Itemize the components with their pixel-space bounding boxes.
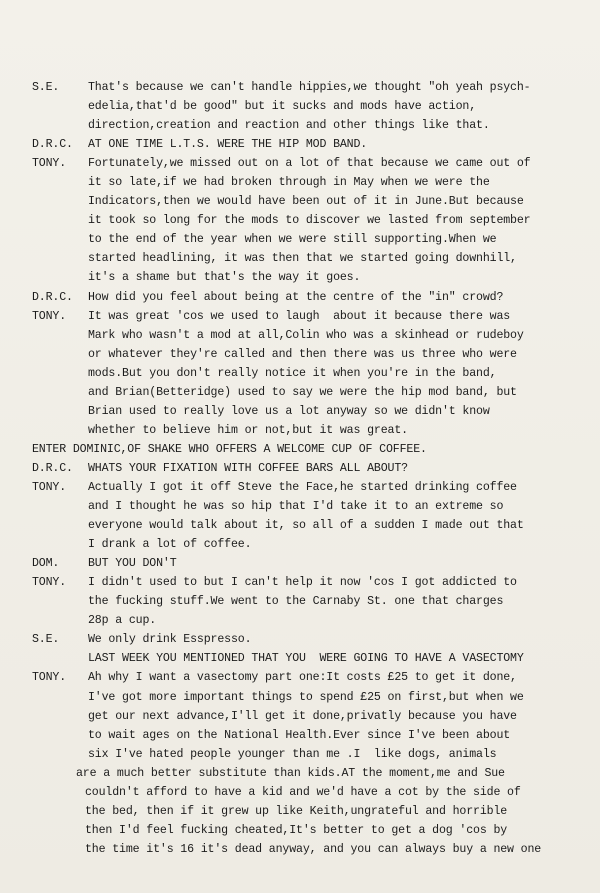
dialogue-text (88, 459, 594, 478)
speaker-label: TONY. (32, 157, 67, 171)
text-line: and Brian(Betteridge) used to say we were the hip mod band, but (88, 385, 517, 399)
text-line: I've got more important things to spend £25 on first,but when we (88, 690, 524, 704)
dialogue-text (88, 78, 594, 135)
stage-direction: ENTER DOMINIC,OF SHAKE WHO OFFERS A WELCOME CUP OF COFFEE. (32, 442, 427, 456)
dialogue-entry (32, 478, 594, 554)
text-line: whether to believe him or not,but it was great. (88, 423, 408, 437)
dialogue-text (88, 135, 594, 154)
text-line: are a much better substitute than kids.AT the moment,me and Sue (76, 766, 505, 780)
text-line: to the end of the year when we were still supporting.When we (88, 233, 497, 247)
speaker-label (32, 649, 88, 668)
text-line: it's a shame but that's the way it goes. (88, 271, 361, 285)
speaker-label: D.R.C. (32, 290, 73, 304)
dialogue-entry (32, 573, 594, 630)
text-line: 28p a cup. (88, 614, 157, 628)
speaker-label: D.R.C. (32, 138, 73, 152)
text-line: it took so long for the mods to discover we lasted from september (88, 214, 531, 228)
text-line: couldn't afford to have a kid and we'd have a cot by the side of (85, 785, 521, 799)
text-line: and I thought he was so hip that I'd take it to an extreme so (88, 500, 504, 514)
speaker-label: S.E. (32, 633, 60, 647)
text-line: Mark who wasn't a mod at all,Colin who was a skinhead or rudeboy (88, 328, 524, 342)
text-line: everyone would talk about it, so all of a sudden I made out that (88, 519, 524, 533)
dialogue-text (88, 478, 594, 554)
dialogue-entry (32, 630, 594, 649)
text-line: the fucking stuff.We went to the Carnaby St. one that charges (88, 595, 504, 609)
text-line: get our next advance,I'll get it done,privatly because you have (88, 709, 517, 723)
text-line: We only drink Esspresso. (88, 633, 252, 647)
text-line: Fortunately,we missed out on a lot of that because we came out of (88, 157, 531, 171)
text-line: the time it's 16 it's dead anyway, and you can always buy a new one (85, 842, 542, 856)
speaker-label: S.E. (32, 81, 60, 94)
dialogue-entry (32, 288, 594, 307)
text-line: started headlining, it was then that we started going downhill, (88, 252, 517, 266)
text-line: to wait ages on the National Health.Ever since I've been about (88, 728, 511, 742)
dialogue-entry (32, 307, 594, 440)
dialogue-text (88, 649, 594, 668)
dialogue-entry (32, 135, 594, 154)
speaker-label: TONY. (32, 309, 67, 323)
text-line: Indicators,then we would have been out of it in June.But because (88, 195, 524, 209)
text-line: Ah why I want a vasectomy part one:It costs £25 to get it done, (88, 671, 517, 685)
dialogue-text (88, 554, 594, 573)
speaker-label: TONY. (32, 671, 67, 685)
text-line: I didn't used to but I can't help it now 'cos I got addicted to (88, 576, 517, 590)
text-line: I drank a lot of coffee. (88, 538, 252, 552)
text-line: WHATS YOUR FIXATION WITH COFFEE BARS ALL ABOUT? (88, 461, 408, 475)
dialogue-text (88, 668, 594, 763)
text-line: mods.But you don't really notice it when you're in the band, (88, 366, 497, 380)
speaker-label: D.R.C. (32, 461, 73, 475)
text-line: then I'd feel fucking cheated,It's better to get a dog 'cos by (85, 823, 508, 837)
transcript-body (32, 78, 594, 859)
dialogue-entry (32, 154, 594, 287)
text-line: it so late,if we had broken through in May when we were the (88, 176, 490, 190)
text-line: It was great 'cos we used to laugh about it because there was (88, 309, 511, 323)
dialogue-entry (32, 78, 594, 135)
speaker-label: DOM. (32, 557, 60, 571)
dialogue-entry (32, 554, 594, 573)
text-line: edelia,that'd be good" but it sucks and mods have action, (88, 100, 477, 114)
dialogue-text (88, 288, 594, 307)
text-line: That's because we can't handle hippies,we thought "oh yeah psych- (88, 81, 531, 94)
dialogue-entry (32, 459, 594, 478)
dialogue-text (88, 573, 594, 630)
text-line: six I've hated people younger than me .I like dogs, animals (88, 747, 497, 761)
dialogue-entry (32, 668, 594, 763)
interviewer-question (32, 649, 594, 668)
dialogue-text (88, 154, 594, 287)
dialogue-text (88, 307, 594, 440)
text-line: LAST WEEK YOU MENTIONED THAT YOU WERE GOING TO HAVE A VASECTOMY (88, 652, 524, 666)
text-line: the bed, then if it grew up like Keith,ungrateful and horrible (85, 804, 508, 818)
text-line: AT ONE TIME L.T.S. WERE THE HIP MOD BAND. (88, 138, 368, 152)
speaker-label: TONY. (32, 576, 67, 590)
text-line: Brian used to really love us a lot anyway so we didn't know (88, 404, 490, 418)
text-line: BUT YOU DON'T (88, 557, 177, 571)
text-line: How did you feel about being at the centre of the "in" crowd? (88, 290, 504, 304)
speaker-label: TONY. (32, 480, 67, 494)
text-line: or whatever they're called and then there was us three who were (88, 347, 517, 361)
dialogue-text (88, 630, 594, 649)
text-line: direction,creation and reaction and other things like that. (88, 119, 490, 133)
text-line: Actually I got it off Steve the Face,he started drinking coffee (88, 480, 517, 494)
